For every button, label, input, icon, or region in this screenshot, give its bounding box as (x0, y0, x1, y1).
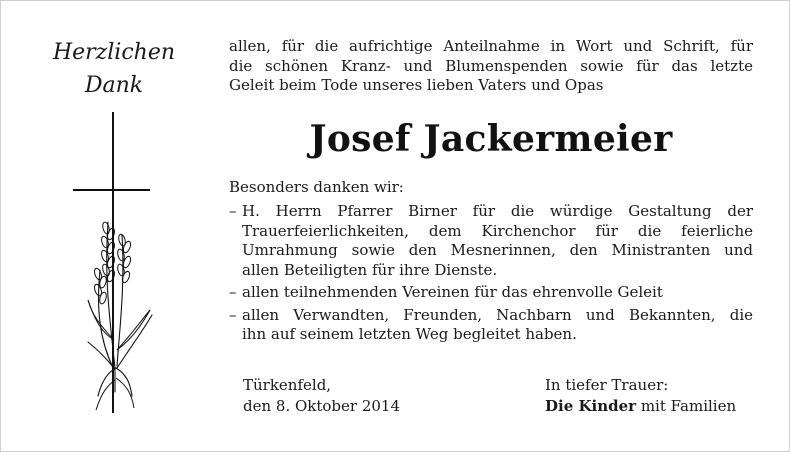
list-dash: – (229, 305, 237, 324)
list-item-line: H. Herrn Pfarrer Birner für die würdige Gestaltung der (242, 202, 753, 220)
mourning-label: In tiefer Trauer: (545, 376, 669, 394)
mourners-line (545, 396, 736, 417)
thanks-heading (34, 36, 194, 102)
cross-with-wheat-icon (70, 110, 160, 415)
list-item-line: Umrahmung sowie den Mesnerinnen, den Ministranten und (242, 241, 753, 259)
place-date (243, 375, 400, 417)
thanks-list (229, 202, 753, 348)
intro-line-2: die schönen Kranz- und Blumenspenden sowie für das letzte (229, 56, 753, 75)
heading-line-1: Herzlichen (52, 40, 176, 65)
thanks-title: Besonders danken wir: (229, 178, 404, 196)
deceased-name: Josef Jackermeier (309, 118, 673, 160)
list-item-line: allen Verwandten, Freunden, Nachbarn und Bekannten, die (242, 305, 753, 324)
place: Türkenfeld, (243, 376, 332, 394)
list-item-line: ihn auf seinem letzten Weg begleitet haben. (242, 325, 577, 343)
mourners-rest: mit Familien (636, 397, 737, 415)
intro-line-1: allen, für die aufrichtige Anteilnahme in Wort und Schrift, für (229, 37, 753, 55)
intro-text (229, 37, 753, 96)
heading-line-2: Dank (84, 73, 144, 98)
date: den 8. Oktober 2014 (243, 397, 401, 415)
list-dash: – (229, 202, 237, 220)
list-item (229, 202, 753, 280)
list-dash: – (229, 283, 237, 301)
list-item (229, 283, 753, 303)
list-item-line: allen teilnehmenden Vereinen für das ehrenvolle Geleit (242, 283, 663, 301)
mourners-name: Die Kinder (545, 397, 637, 415)
intro-line-3: Geleit beim Tode unseres lieben Vaters und Opas (229, 76, 604, 94)
list-item-line: Trauerfeierlichkeiten, dem Kirchenchor für die feierliche (242, 221, 753, 240)
list-item (229, 306, 753, 345)
list-item-line: allen Beteiligten für ihre Dienste. (242, 260, 498, 279)
mourners-signature (545, 375, 736, 417)
